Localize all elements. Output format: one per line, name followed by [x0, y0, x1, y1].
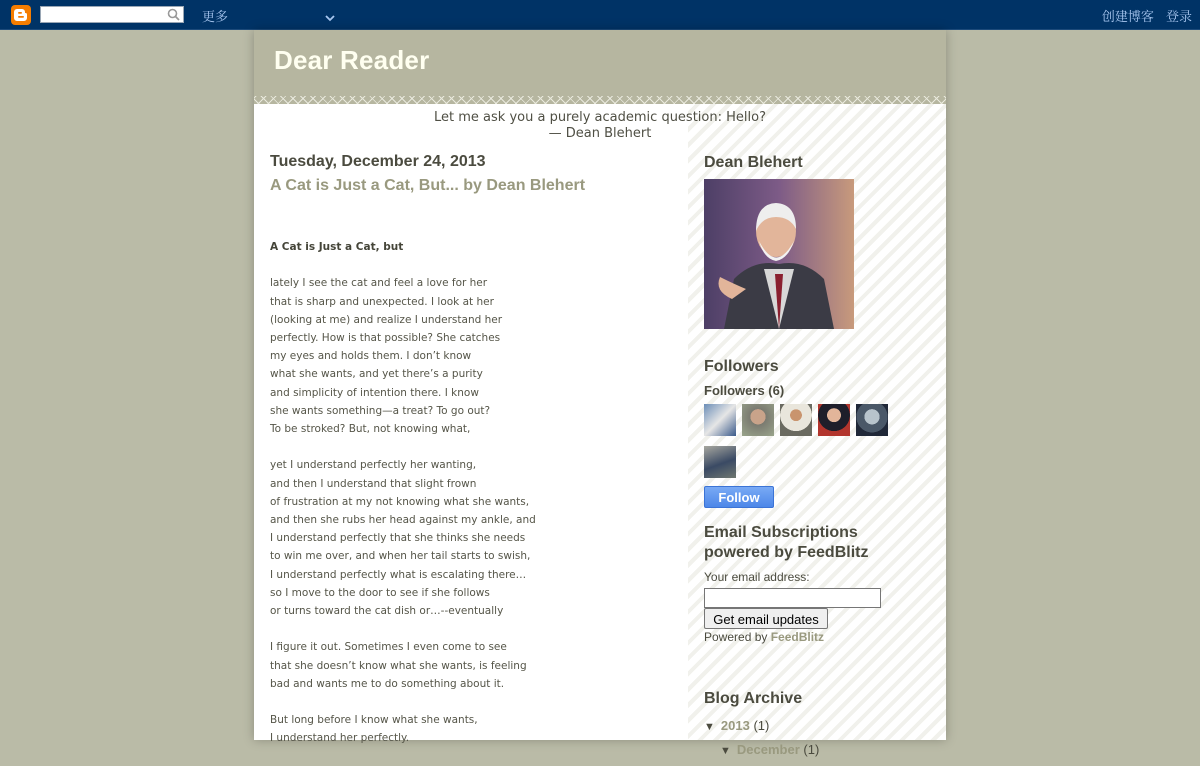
- poem-line: of frustration at my not knowing what she wants,: [270, 495, 530, 508]
- poem-line: so I move to the door to see if she follows: [270, 586, 490, 599]
- email-heading-line1: Email Subscriptions: [704, 524, 858, 541]
- email-label: Your email address:: [704, 570, 810, 584]
- search-icon[interactable]: [167, 8, 180, 26]
- sign-in-link[interactable]: 登录: [1165, 10, 1192, 25]
- powered-by-text: [704, 630, 824, 644]
- poem-line: she wants something—a treat? To go out?: [270, 404, 491, 417]
- followers-count: Followers (6): [704, 383, 785, 398]
- blogger-logo-icon[interactable]: [11, 5, 31, 25]
- blog-tagline: [254, 110, 946, 142]
- follower-avatar[interactable]: [742, 404, 774, 436]
- email-input[interactable]: [704, 588, 881, 608]
- chevron-down-icon[interactable]: [325, 9, 335, 27]
- poem-line: yet I understand perfectly her wanting,: [270, 459, 477, 472]
- navbar-search-input[interactable]: [41, 9, 169, 24]
- poem-line: I understand her perfectly.: [270, 732, 410, 745]
- profile-heading: Dean Blehert: [704, 154, 803, 171]
- stanza-3: [270, 638, 570, 693]
- poem-line: To be stroked? But, not knowing what,: [270, 423, 471, 436]
- poem-line: bad and wants me to do something about it.: [270, 677, 505, 690]
- blog-header: [254, 30, 946, 96]
- blogger-navbar: [0, 0, 1200, 30]
- poem-line: lately I see the cat and feel a love for her: [270, 277, 488, 290]
- create-blog-link[interactable]: 创建博客: [1101, 10, 1154, 25]
- header-divider: [254, 96, 946, 104]
- post-date-header: Tuesday, December 24, 2013: [270, 153, 486, 170]
- main-content: [254, 104, 946, 757]
- navbar-more-link[interactable]: 更多: [202, 10, 229, 25]
- blog-title[interactable]: Dear Reader: [274, 45, 430, 75]
- poem-line: that is sharp and unexpected. I look at her: [270, 295, 494, 308]
- post-title[interactable]: A Cat is Just a Cat, But... by Dean Blehert: [270, 177, 586, 194]
- archive-month-count: (1): [803, 742, 820, 757]
- email-subscriptions-heading: [704, 523, 868, 563]
- archive-year-2013[interactable]: [704, 718, 769, 733]
- follower-avatar[interactable]: [704, 446, 736, 478]
- tagline-author: — Dean Blehert: [548, 126, 652, 141]
- follower-avatar[interactable]: [818, 404, 850, 436]
- archive-month-label[interactable]: December: [736, 742, 800, 757]
- poem-line: and then she rubs her head against my ankle, and: [270, 514, 536, 527]
- poem-line: (looking at me) and realize I understand her: [270, 313, 503, 326]
- poem-line: and then I understand that slight frown: [270, 477, 477, 490]
- navbar-search-box[interactable]: [40, 6, 184, 23]
- poem-line: or turns toward the cat dish or…--eventually: [270, 605, 504, 618]
- post-body: [270, 238, 570, 766]
- poem-line: to win me over, and when her tail starts to swish,: [270, 550, 531, 563]
- poem-line: and simplicity of intention there. I know: [270, 386, 479, 399]
- follow-button[interactable]: Follow: [704, 486, 774, 508]
- followers-heading: Followers: [704, 358, 779, 375]
- profile-photo[interactable]: [704, 179, 854, 329]
- feedblitz-link[interactable]: FeedBlitz: [770, 630, 825, 644]
- follower-avatar[interactable]: [704, 404, 736, 436]
- poem-line: I understand perfectly that she thinks she needs: [270, 532, 526, 545]
- navbar-right-links: [1094, 6, 1192, 25]
- follower-avatar[interactable]: [856, 404, 888, 436]
- poem-line: I understand perfectly what is escalating there…: [270, 568, 527, 581]
- triangle-down-icon[interactable]: ▼: [704, 721, 715, 733]
- poem-line: But long before I know what she wants,: [270, 714, 478, 727]
- poem-line: perfectly. How is that possible? She catches: [270, 332, 501, 344]
- stanza-4: [270, 711, 570, 747]
- poem-line: what she wants, and yet there’s a purity: [270, 368, 483, 381]
- triangle-down-icon[interactable]: ▼: [720, 745, 731, 757]
- archive-month-december[interactable]: [720, 742, 819, 757]
- poem-line: that she doesn’t know what she wants, is feeling: [270, 659, 527, 672]
- powered-by-label: Powered by: [704, 630, 768, 644]
- follower-avatar[interactable]: [780, 404, 812, 436]
- stanza-1: [270, 274, 570, 438]
- page-outer: [254, 30, 946, 757]
- archive-year-count: (1): [753, 718, 770, 733]
- post-lead-line: A Cat is Just a Cat, but: [270, 241, 404, 253]
- email-heading-line2: powered by FeedBlitz: [704, 544, 869, 561]
- blog-archive-heading: Blog Archive: [704, 690, 803, 707]
- archive-year-label[interactable]: 2013: [720, 718, 750, 733]
- poem-line: my eyes and holds them. I don’t know: [270, 350, 472, 363]
- get-email-updates-button[interactable]: Get email updates: [704, 608, 828, 629]
- stanza-2: [270, 456, 570, 620]
- poem-line: I figure it out. Sometimes I even come to see: [270, 641, 507, 654]
- tagline-quote: Let me ask you a purely academic question: Hello?: [434, 110, 766, 125]
